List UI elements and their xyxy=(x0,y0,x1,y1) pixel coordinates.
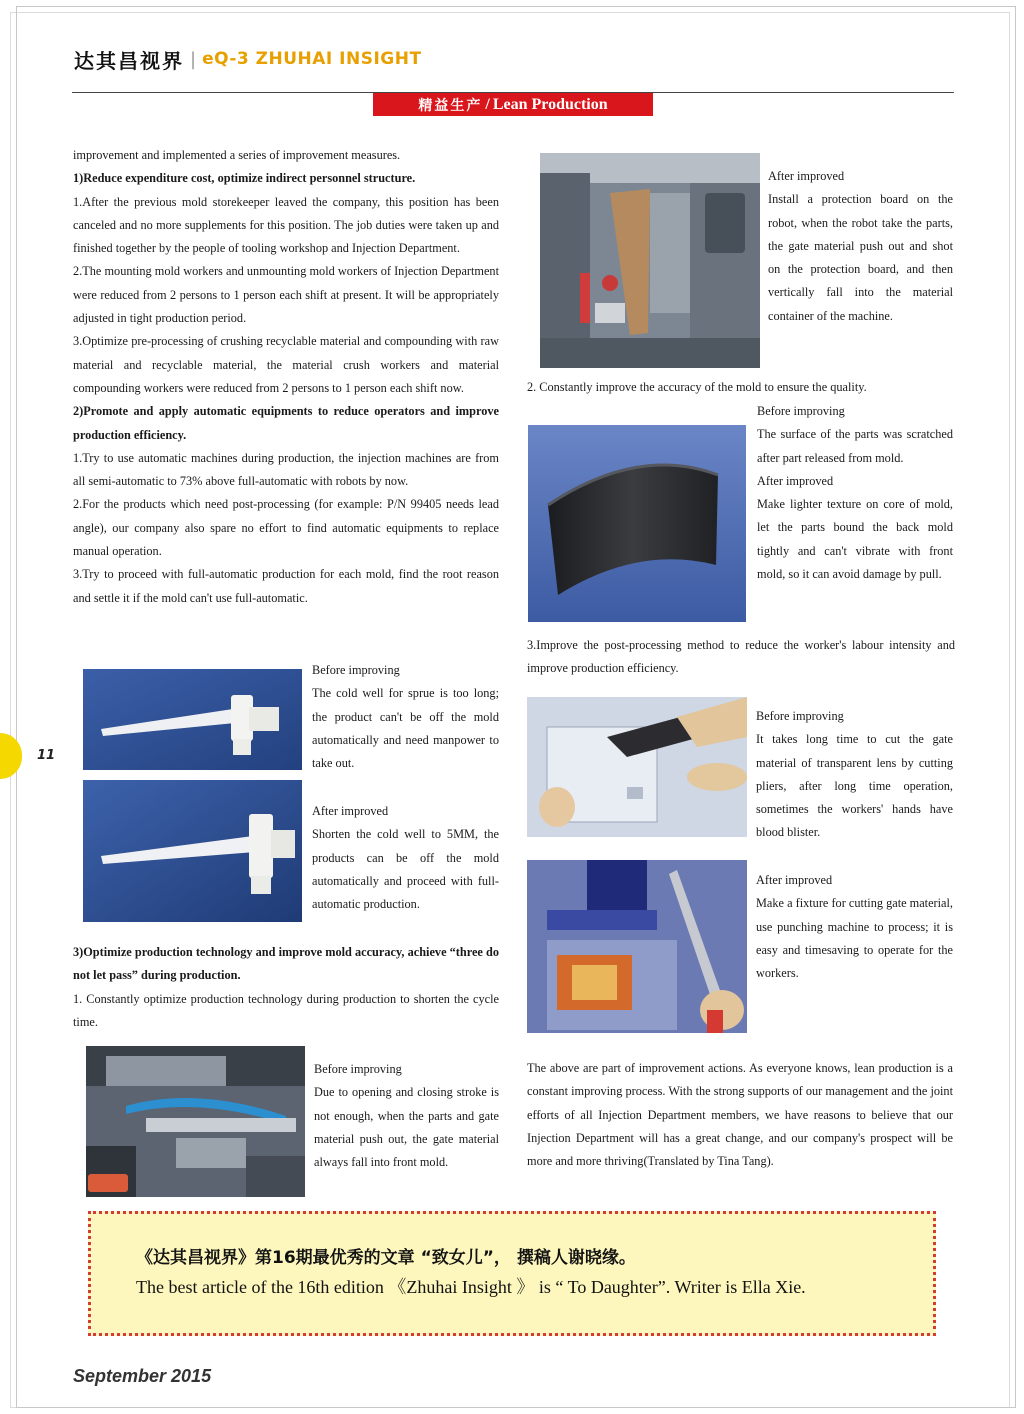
robot-after-block xyxy=(768,165,953,328)
robot-after-title: After improved xyxy=(768,169,845,183)
sprue-before-text: The cold well for sprue is too long; the product can't be off the mold automatically and need manpower to take out. xyxy=(312,686,499,771)
conclusion-text: The above are part of improvement actions. As everyone knows, lean production is a constant improving process. With the strong supports of our management and the joint efforts of all Injection Department members, we have reasons to believe that our Injection Department will has a great change, and our company's prospect will be more and more thriving(Translated by Tina Tang). xyxy=(527,1061,953,1169)
paragraph-full-automatic: 3.Try to proceed with full-automatic production for each mold, find the root reason and settle it if the mold can't use full-automatic. xyxy=(73,567,499,605)
notice-text-en: The best article of the 16th edition 《Zhuhai Insight 》 is “ To Daughter”. Writer is Ella Xie. xyxy=(136,1277,806,1297)
paragraph-mold-workers: 2.The mounting mold workers and unmounting mold workers of Injection Department were reduced from 2 persons to 1 person each shift at present. It will be appropriately adjusted in tight production period. xyxy=(73,264,499,326)
section-tag-slash: / xyxy=(485,95,490,113)
page-number: 11 xyxy=(37,748,56,763)
photo-stroke-before xyxy=(86,1046,305,1197)
section-tag xyxy=(373,93,653,116)
paragraph-accuracy xyxy=(527,376,955,399)
section-tag-cn: 精益生产 xyxy=(418,97,483,114)
sprue-before-block xyxy=(312,659,499,775)
gate-before-title: Before improving xyxy=(756,709,844,723)
paragraph-preprocessing: 3.Optimize pre-processing of crushing recyclable material and compounding with raw material and recyclable material, the material crush workers and material compounding workers were reduced from 2 persons to 1 person each shift now. xyxy=(73,334,499,395)
sprue-after-block xyxy=(312,800,499,916)
surface-before-title: Before improving xyxy=(757,404,845,418)
paragraph-accuracy-text: 2. Constantly improve the accuracy of the mold to ensure the quality. xyxy=(527,380,867,394)
surface-before-text: The surface of the parts was scratched after part released from mold. xyxy=(757,427,953,465)
surface-after-text: Make lighter texture on core of mold, let the parts bound the back mold tightly and can't vibrate with front mold, so it can avoid damage by pull. xyxy=(757,497,953,582)
paragraph-machines: 1.Try to use automatic machines during production, the injection machines are from all semi-automatic to 73% above full-automatic with robots by now. xyxy=(73,450,499,489)
section-tag-en: Lean Production xyxy=(492,95,608,113)
intro-paragraph: improvement and implemented a series of improvement measures. xyxy=(73,148,401,162)
gate-before-text: It takes long time to cut the gate material of transparent lens by cutting pliers, after long time operation, sometimes the workers' hands have blood blister. xyxy=(756,732,953,840)
stroke-before-title: Before improving xyxy=(314,1062,402,1076)
paragraph-cycle-time: 1. Constantly optimize production technology during production to shorten the cycle time. xyxy=(73,991,499,1029)
left-column-text-lower xyxy=(73,941,499,1034)
gate-after-block xyxy=(756,869,953,985)
photo-surface-part xyxy=(528,425,746,622)
robot-after-text: Install a protection board on the robot, when the robot take the parts, the gate material push out and shot on the protection board, and then vertically fall into the material container of the machine. xyxy=(768,192,953,323)
paragraph-post-processing-method-text: 3.Improve the post-processing method to reduce the worker's labour intensity and improve production efficiency. xyxy=(527,638,955,676)
sprue-after-title: After improved xyxy=(312,804,389,818)
stroke-before-block xyxy=(314,1058,499,1174)
masthead-separator: | xyxy=(190,48,197,70)
heading-reduce-cost: 1)Reduce expenditure cost, optimize indirect personnel structure. xyxy=(73,171,416,186)
paragraph-storekeeper: 1.After the previous mold storekeeper leaved the company, this position has been canceled and no more supplements for this position. The job duties were taken up and finished together by the people of tooling workshop and Injection Department. xyxy=(73,194,499,256)
paragraph-post-processing-method xyxy=(527,634,955,681)
surface-after-title: After improved xyxy=(757,473,834,488)
sprue-after-text: Shorten the cold well to 5MM, the products can be off the mold automatically and proceed with full-automatic production. xyxy=(312,827,499,912)
photo-sprue-after xyxy=(83,780,302,922)
gate-after-text: Make a fixture for cutting gate material, use punching machine to process; it is easy and timesaving to operate for the workers. xyxy=(756,896,954,981)
masthead-title-en: eQ-3 ZHUHAI INSIGHT xyxy=(202,49,422,69)
conclusion-block xyxy=(527,1057,953,1173)
surface-block xyxy=(757,400,953,586)
paragraph-post-processing: 2.For the products which need post-processing (for example: P/N 99405 needs lead angle), our company also spare no effort to find automatic equipments to replace manual operation. xyxy=(73,497,499,559)
stroke-before-text: Due to opening and closing stroke is not enough, when the parts and gate material push out, the gate material always fall into front mold. xyxy=(314,1085,499,1170)
masthead-title-cn: 达其昌视界 xyxy=(74,48,184,73)
photo-robot-after xyxy=(540,153,760,368)
gate-after-title: After improved xyxy=(756,873,833,887)
photo-gate-pliers xyxy=(527,697,747,837)
photo-gate-fixture xyxy=(527,860,747,1033)
heading-technology: 3)Optimize production technology and improve mold accuracy, achieve “three do not let pass” during production. xyxy=(73,945,499,983)
sprue-before-title: Before improving xyxy=(312,663,400,677)
footer-date: September 2015 xyxy=(73,1366,212,1386)
masthead xyxy=(74,44,422,74)
photo-sprue-before xyxy=(83,669,302,770)
heading-automatic: 2)Promote and apply automatic equipments to reduce operators and improve production efficiency. xyxy=(73,404,499,442)
left-column-text xyxy=(73,144,499,610)
gate-before-block xyxy=(756,705,953,845)
notice-text-cn: 《达其昌视界》第16期最优秀的文章 “致女儿”， 撰稿人谢晓缘。 xyxy=(136,1248,636,1268)
